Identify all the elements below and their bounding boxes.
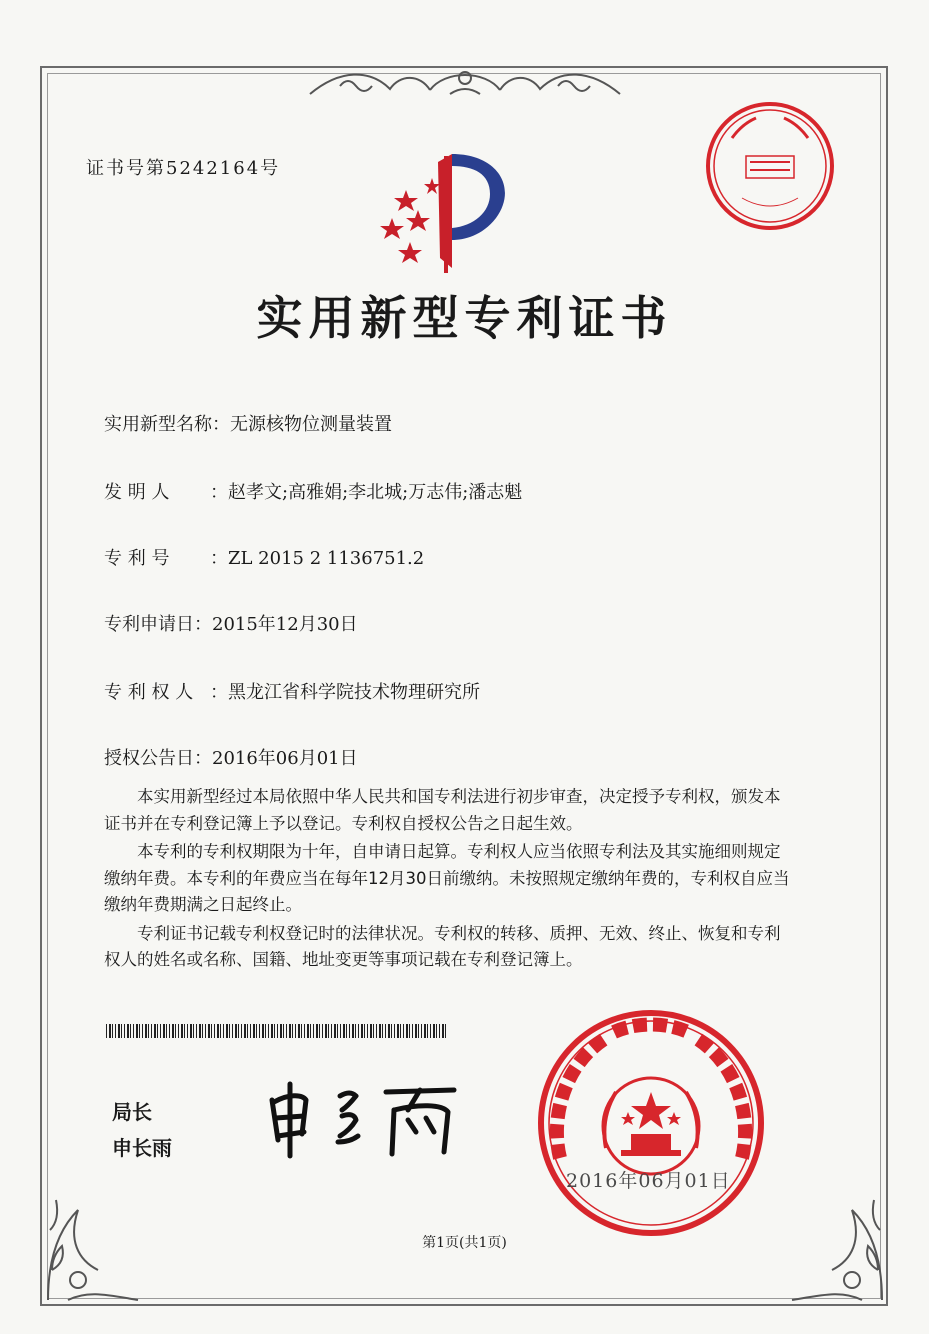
field-announcement-date <box>104 744 358 770</box>
field-label: 发 明 人 <box>104 482 170 503</box>
field-label: 授权公告日： <box>104 748 212 769</box>
bottom-left-ornament <box>38 1150 148 1310</box>
field-value: 2015年12月30日 <box>212 614 358 635</box>
director-title: 局长 <box>112 1100 152 1124</box>
field-label: 专 利 权 人 <box>104 682 194 703</box>
certificate-title: 实用新型专利证书 <box>256 291 673 345</box>
body-paragraph: 本专利的专利权期限为十年，自申请日起算。专利权人应当依照专利法及其实施细则规定缴纳年费。本专利的年费应当在每年12月30日前缴纳。未按照规定缴纳年费的，专利权自应当缴纳年费期满之日起终止。 <box>104 842 790 914</box>
star-icon <box>621 1112 635 1125</box>
field-value: ZL 2015 2 1136751.2 <box>228 548 425 569</box>
field-patent-number: 专 利 号 ：ZL 2015 2 1136751.2 <box>104 544 424 570</box>
star-icon <box>398 242 422 263</box>
barcode <box>106 1024 448 1038</box>
star-icon <box>631 1092 671 1129</box>
director-signature <box>258 1070 468 1160</box>
issue-date: 2016年06月01日 <box>566 1170 731 1192</box>
field-value: 2016年06月01日 <box>212 748 358 769</box>
field-value: 无源核物位测量装置 <box>230 414 392 435</box>
certificate-number: 证书号第5242164号 <box>86 158 281 179</box>
star-icon <box>406 210 430 231</box>
field-label: 实用新型名称： <box>104 414 230 435</box>
star-icon <box>424 178 440 194</box>
field-value: 黑龙江省科学院技术物理研究所 <box>228 682 480 703</box>
patent-office-logo <box>378 148 528 278</box>
star-icon <box>380 218 404 239</box>
field-value: 赵孝文;高雅娟;李北城;万志伟;潘志魁 <box>228 482 523 503</box>
star-icon <box>394 190 418 211</box>
page-number: 第1页(共1页) <box>422 1235 507 1251</box>
field-patentee: 专 利 权 人 ：黑龙江省科学院技术物理研究所 <box>104 678 480 704</box>
field-label: 专 利 号 <box>104 548 170 569</box>
director-name: 申长雨 <box>112 1136 172 1160</box>
body-paragraph: 专利证书记载专利权登记时的法律状况。专利权的转移、质押、无效、终止、恢复和专利权人的姓名或名称、国籍、地址变更等事项记载在专利登记簿上。 <box>104 923 781 969</box>
tax-seal <box>702 98 838 234</box>
bottom-right-ornament <box>782 1150 892 1310</box>
field-utility-model-name <box>104 410 392 436</box>
field-label: 专利申请日： <box>104 614 212 635</box>
field-filing-date <box>104 610 358 636</box>
body-paragraph: 本实用新型经过本局依照中华人民共和国专利法进行初步审查，决定授予专利权，颁发本证书并在专利登记簿上予以登记。专利权自授权公告之日起生效。 <box>104 787 781 833</box>
field-inventors: 发 明 人 ：赵孝文;高雅娟;李北城;万志伟;潘志魁 <box>104 478 522 504</box>
certificate-body <box>104 784 794 976</box>
star-icon <box>667 1112 681 1125</box>
office-seal <box>536 1008 766 1238</box>
top-ornament <box>300 64 630 104</box>
